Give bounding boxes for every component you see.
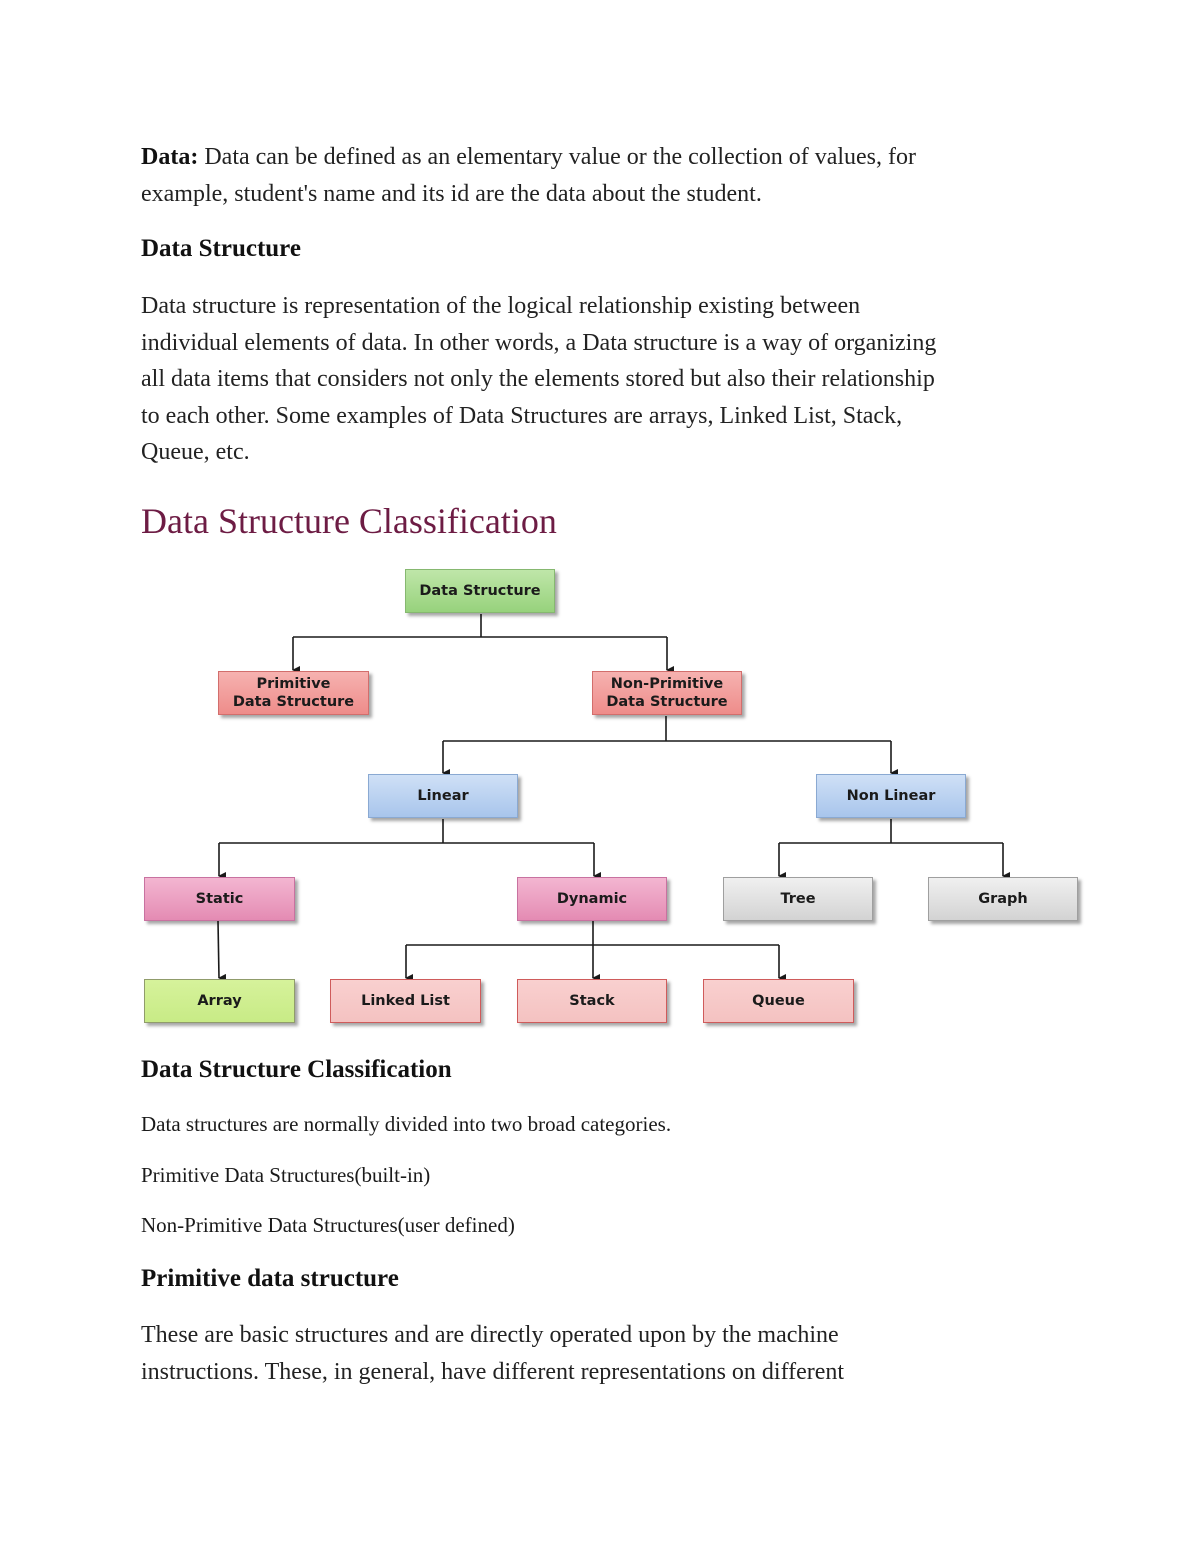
node-linear-label: Linear: [417, 788, 469, 804]
node-stack: [517, 979, 667, 1023]
node-array-label: Array: [197, 993, 242, 1009]
classification-heading: Data Structure Classification: [141, 1056, 452, 1083]
node-static: [144, 877, 295, 921]
ds-line-3: all data items that considers not only the elements stored but also their relationship: [141, 366, 935, 392]
intro-paragraph: [141, 139, 1071, 212]
primitive-heading: Primitive data structure: [141, 1265, 399, 1292]
node-primitive: [218, 671, 369, 715]
classification-title: Data Structure Classification: [141, 501, 557, 541]
data-structure-heading: Data Structure: [141, 235, 301, 262]
data-structure-paragraph: [141, 288, 1071, 471]
node-stack-label: Stack: [569, 993, 615, 1009]
node-linear: [368, 774, 518, 818]
node-static-label: Static: [195, 891, 244, 907]
node-non-primitive-label-1: Non-Primitive: [610, 676, 724, 692]
intro-text-line1: Data can be defined as an elementary value or the collection of values, for: [198, 144, 917, 170]
node-array: [144, 979, 295, 1023]
node-non-linear: [816, 774, 966, 818]
node-non-primitive-label-2: Data Structure: [606, 694, 728, 710]
primitive-line-1: These are basic structures and are directly operated upon by the machine: [141, 1322, 839, 1348]
classification-intro: Data structures are normally divided into two broad categories.: [141, 1112, 672, 1136]
ds-line-5: Queue, etc.: [141, 439, 250, 465]
classification-item-1: Primitive Data Structures(built-in): [141, 1163, 431, 1187]
node-linked-list: [330, 979, 481, 1023]
node-primitive-label-1: Primitive: [256, 676, 331, 692]
ds-line-2: individual elements of data. In other words, a Data structure is a way of organizing: [141, 329, 937, 356]
node-data-structure-label: Data Structure: [419, 583, 541, 599]
node-graph-label: Graph: [978, 891, 1028, 907]
node-graph: [928, 877, 1078, 921]
primitive-paragraph: [141, 1317, 1071, 1390]
node-non-primitive: [592, 671, 742, 715]
node-queue-label: Queue: [752, 993, 805, 1009]
node-tree-label: Tree: [780, 891, 816, 907]
ds-line-1: Data structure is representation of the logical relationship existing between: [141, 293, 861, 319]
ds-line-4: to each other. Some examples of Data Structures are arrays, Linked List, Stack,: [141, 402, 903, 429]
node-primitive-label-2: Data Structure: [232, 694, 355, 710]
node-tree: [723, 877, 873, 921]
intro-text-line2: example, student's name and its id are the data about the student.: [141, 180, 762, 207]
intro-label: Data:: [141, 144, 199, 170]
node-data-structure: [405, 569, 555, 613]
node-queue: [703, 979, 854, 1023]
node-non-linear-label: Non Linear: [846, 788, 936, 804]
node-dynamic-label: Dynamic: [556, 891, 628, 907]
primitive-line-2: instructions. These, in general, have different representations on different: [141, 1358, 845, 1385]
connector-to-array: [218, 921, 219, 978]
node-linked-list-label: Linked List: [361, 993, 450, 1009]
classification-item-2: Non-Primitive Data Structures(user defined): [141, 1213, 515, 1237]
node-dynamic: [517, 877, 667, 921]
